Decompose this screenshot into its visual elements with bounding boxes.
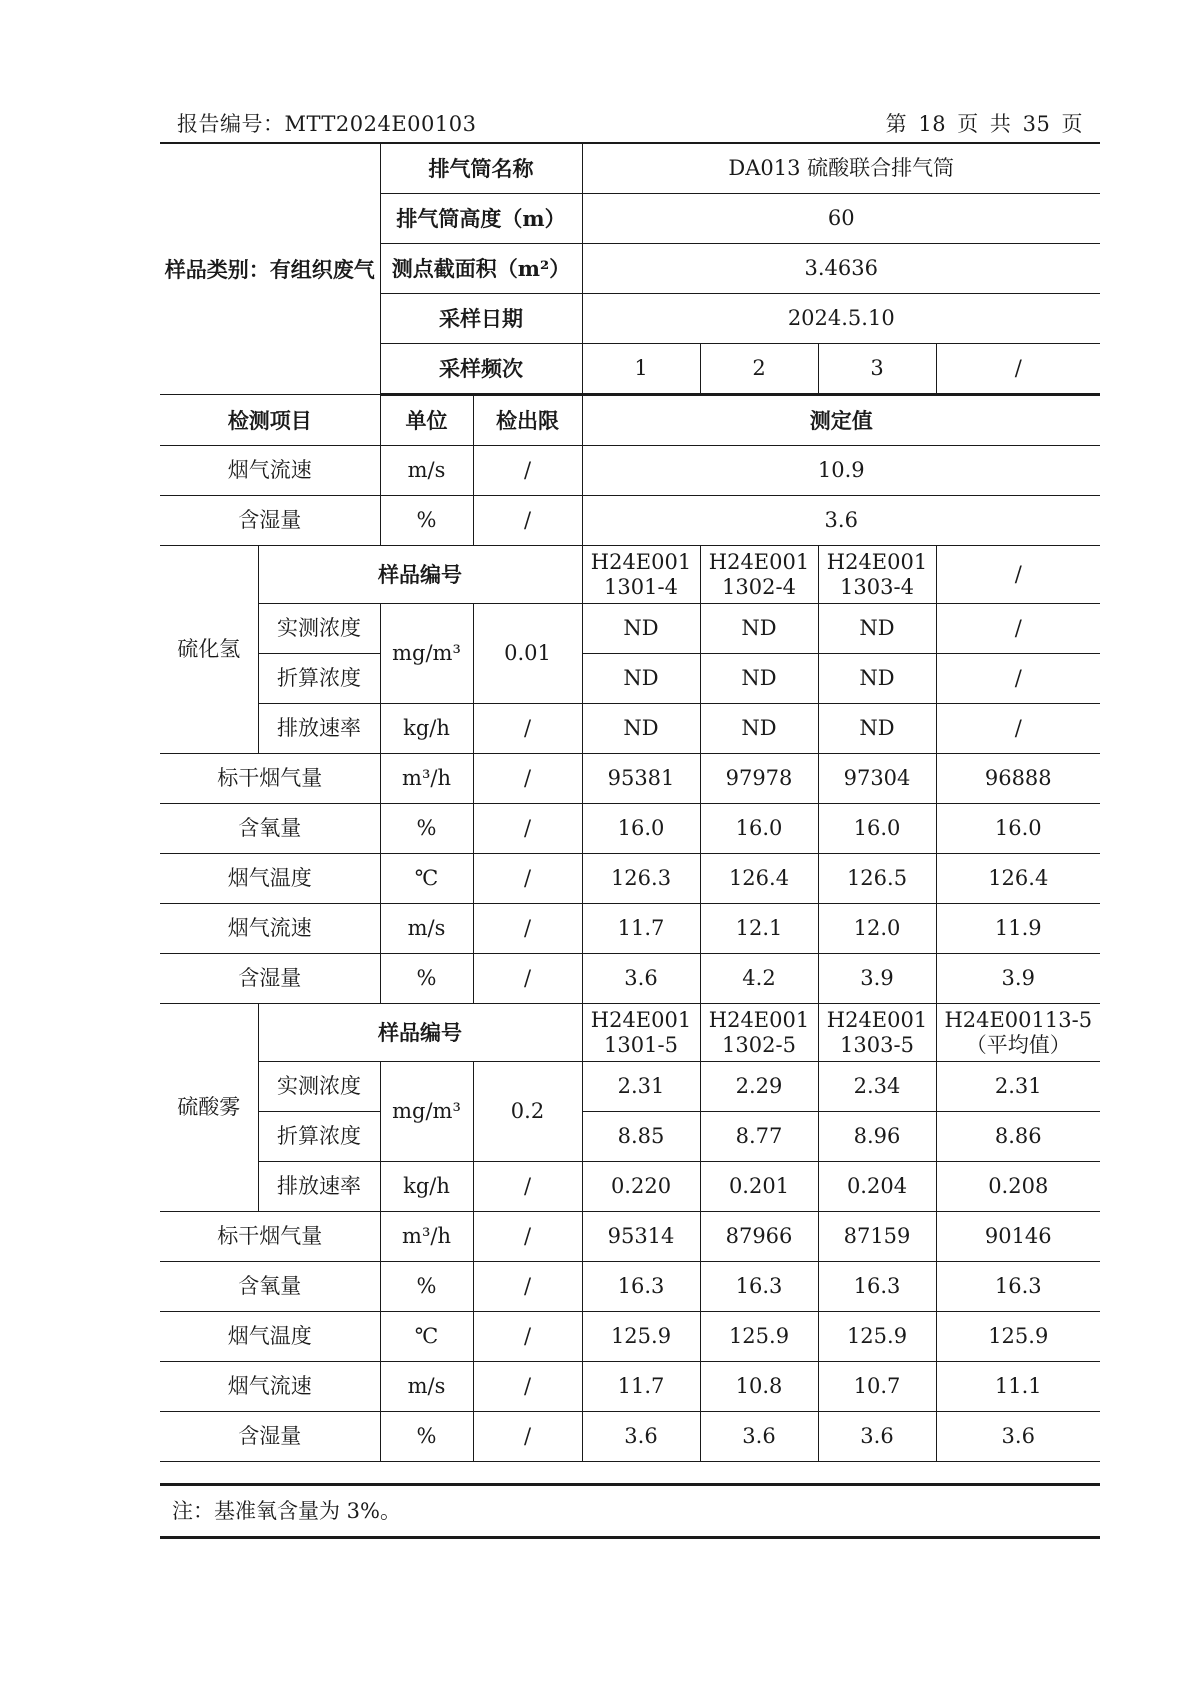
table-row bbox=[160, 954, 1100, 1004]
measure-label: 折算浓度 bbox=[258, 1112, 380, 1162]
area-value: 3.4636 bbox=[582, 244, 1100, 294]
limit-cell: / bbox=[473, 1212, 582, 1262]
measure-label: 排放速率 bbox=[258, 1162, 380, 1212]
frequency-label: 采样频次 bbox=[380, 344, 582, 395]
pollutant-name: 硫化氢 bbox=[160, 546, 258, 754]
report-table-body bbox=[160, 144, 1100, 1462]
value-cell: 95314 bbox=[582, 1212, 700, 1262]
value-cell: 90146 bbox=[936, 1212, 1100, 1262]
footnote: 注：基准氧含量为 3%。 bbox=[172, 1499, 401, 1523]
col-header-value: 测定值 bbox=[582, 395, 1100, 446]
unit-cell: % bbox=[380, 954, 473, 1004]
sample-id-line: H24E001 bbox=[708, 1007, 810, 1032]
limit-cell: / bbox=[473, 854, 582, 904]
sample-id-line: H24E001 bbox=[708, 549, 810, 574]
sample-id bbox=[936, 1004, 1100, 1062]
unit-cell: kg/h bbox=[380, 704, 473, 754]
sample-id bbox=[936, 546, 1100, 604]
value-cell: 10.7 bbox=[818, 1362, 936, 1412]
unit-cell: kg/h bbox=[380, 1162, 473, 1212]
table-bottom-rule bbox=[160, 1483, 1100, 1486]
value-cell: 126.5 bbox=[818, 854, 936, 904]
unit-cell: ℃ bbox=[380, 854, 473, 904]
table-row bbox=[160, 704, 1100, 754]
value-cell: 16.0 bbox=[936, 804, 1100, 854]
value-cell: 97304 bbox=[818, 754, 936, 804]
sample-no-label: 样品编号 bbox=[258, 546, 582, 604]
table-row bbox=[160, 1004, 1100, 1062]
value-cell: 2.31 bbox=[936, 1062, 1100, 1112]
value-cell: 16.3 bbox=[936, 1262, 1100, 1312]
area-label: 测点截面积（m²） bbox=[380, 244, 582, 294]
value-cell: 16.0 bbox=[700, 804, 818, 854]
item-label: 标干烟气量 bbox=[160, 754, 380, 804]
value-cell: 2.34 bbox=[818, 1062, 936, 1112]
item-label: 烟气温度 bbox=[160, 1312, 380, 1362]
value-cell: ND bbox=[582, 704, 700, 754]
value-cell: ND bbox=[700, 604, 818, 654]
value-cell: 16.0 bbox=[818, 804, 936, 854]
limit-cell: / bbox=[473, 1162, 582, 1212]
measure-label: 折算浓度 bbox=[258, 654, 380, 704]
limit-cell: / bbox=[473, 446, 582, 496]
page-number: 第 18 页 共 35 页 bbox=[885, 112, 1083, 136]
unit-cell: % bbox=[380, 804, 473, 854]
limit-cell: 0.01 bbox=[473, 604, 582, 704]
report-number: 报告编号：MTT2024E00103 bbox=[177, 112, 477, 136]
limit-cell: / bbox=[473, 1312, 582, 1362]
value-cell: ND bbox=[818, 704, 936, 754]
sample-id bbox=[818, 1004, 936, 1062]
item-label: 烟气流速 bbox=[160, 904, 380, 954]
sample-id-line: H24E00113-5 bbox=[944, 1007, 1093, 1032]
value-cell: 0.208 bbox=[936, 1162, 1100, 1212]
value-cell: 12.0 bbox=[818, 904, 936, 954]
table-row bbox=[160, 546, 1100, 604]
value-cell: ND bbox=[582, 654, 700, 704]
value-cell: / bbox=[936, 704, 1100, 754]
value-cell: 125.9 bbox=[700, 1312, 818, 1362]
stack-name-label: 排气筒名称 bbox=[380, 144, 582, 194]
sample-id-line: 1301-5 bbox=[604, 1032, 678, 1057]
value-cell: 10.9 bbox=[582, 446, 1100, 496]
sample-id-line: 1303-4 bbox=[840, 574, 914, 599]
limit-cell: / bbox=[473, 904, 582, 954]
unit-cell: m/s bbox=[380, 904, 473, 954]
value-cell: 11.1 bbox=[936, 1362, 1100, 1412]
table-row bbox=[160, 496, 1100, 546]
limit-cell: / bbox=[473, 1362, 582, 1412]
table-row bbox=[160, 1412, 1100, 1462]
table-row bbox=[160, 1112, 1100, 1162]
sample-id bbox=[700, 546, 818, 604]
value-cell: ND bbox=[700, 654, 818, 704]
value-cell: 3.6 bbox=[582, 1412, 700, 1462]
sample-id-line: H24E001 bbox=[826, 549, 928, 574]
sample-id bbox=[582, 1004, 700, 1062]
value-cell: 8.96 bbox=[818, 1112, 936, 1162]
item-label: 含氧量 bbox=[160, 804, 380, 854]
measure-label: 实测浓度 bbox=[258, 604, 380, 654]
value-cell: 8.85 bbox=[582, 1112, 700, 1162]
date-label: 采样日期 bbox=[380, 294, 582, 344]
value-cell: 16.3 bbox=[700, 1262, 818, 1312]
stack-height-value: 60 bbox=[582, 194, 1100, 244]
limit-cell: / bbox=[473, 496, 582, 546]
value-cell: 16.0 bbox=[582, 804, 700, 854]
sample-id-line: H24E001 bbox=[590, 1007, 692, 1032]
item-label: 含湿量 bbox=[160, 1412, 380, 1462]
value-cell: 125.9 bbox=[936, 1312, 1100, 1362]
item-label: 含氧量 bbox=[160, 1262, 380, 1312]
table-row bbox=[160, 904, 1100, 954]
limit-cell: / bbox=[473, 804, 582, 854]
table-row bbox=[160, 804, 1100, 854]
frequency-value: 1 bbox=[582, 344, 700, 395]
unit-cell: % bbox=[380, 1412, 473, 1462]
pollutant-name: 硫酸雾 bbox=[160, 1004, 258, 1212]
value-cell: 8.77 bbox=[700, 1112, 818, 1162]
date-value: 2024.5.10 bbox=[582, 294, 1100, 344]
value-cell: 95381 bbox=[582, 754, 700, 804]
value-cell: 11.7 bbox=[582, 1362, 700, 1412]
value-cell: 126.4 bbox=[700, 854, 818, 904]
item-label: 含湿量 bbox=[160, 496, 380, 546]
value-cell: 87159 bbox=[818, 1212, 936, 1262]
measure-label: 实测浓度 bbox=[258, 1062, 380, 1112]
value-cell: 8.86 bbox=[936, 1112, 1100, 1162]
unit-cell: mg/m³ bbox=[380, 604, 473, 704]
table-row bbox=[160, 446, 1100, 496]
col-header-unit: 单位 bbox=[380, 395, 473, 446]
unit-cell: m/s bbox=[380, 1362, 473, 1412]
sample-id bbox=[700, 1004, 818, 1062]
value-cell: 2.29 bbox=[700, 1062, 818, 1112]
value-cell: 3.9 bbox=[936, 954, 1100, 1004]
frequency-value: / bbox=[936, 344, 1100, 395]
table-row bbox=[160, 1262, 1100, 1312]
sample-no-label: 样品编号 bbox=[258, 1004, 582, 1062]
col-header-item: 检测项目 bbox=[160, 395, 380, 446]
unit-cell: m³/h bbox=[380, 754, 473, 804]
value-cell: 2.31 bbox=[582, 1062, 700, 1112]
item-label: 烟气流速 bbox=[160, 1362, 380, 1412]
table-row bbox=[160, 654, 1100, 704]
table-row bbox=[160, 1312, 1100, 1362]
value-cell: 16.3 bbox=[818, 1262, 936, 1312]
measure-label: 排放速率 bbox=[258, 704, 380, 754]
limit-cell: 0.2 bbox=[473, 1062, 582, 1162]
value-cell: 125.9 bbox=[582, 1312, 700, 1362]
sample-id-line: （平均值） bbox=[965, 1032, 1071, 1057]
table-row bbox=[160, 1362, 1100, 1412]
table-row bbox=[160, 1162, 1100, 1212]
value-cell: ND bbox=[818, 604, 936, 654]
col-header-limit: 检出限 bbox=[473, 395, 582, 446]
frequency-value: 2 bbox=[700, 344, 818, 395]
value-cell: 3.6 bbox=[582, 954, 700, 1004]
value-cell: 10.8 bbox=[700, 1362, 818, 1412]
value-cell: 3.6 bbox=[936, 1412, 1100, 1462]
unit-cell: m/s bbox=[380, 446, 473, 496]
limit-cell: / bbox=[473, 1412, 582, 1462]
value-cell: 125.9 bbox=[818, 1312, 936, 1362]
value-cell: 97978 bbox=[700, 754, 818, 804]
table-row bbox=[160, 754, 1100, 804]
sample-id-line: 1301-4 bbox=[604, 574, 678, 599]
value-cell: 126.4 bbox=[936, 854, 1100, 904]
limit-cell: / bbox=[473, 754, 582, 804]
table-row bbox=[160, 144, 1100, 194]
sample-id bbox=[582, 546, 700, 604]
table-row bbox=[160, 395, 1100, 446]
sample-id-line: 1302-5 bbox=[722, 1032, 796, 1057]
value-cell: 0.201 bbox=[700, 1162, 818, 1212]
limit-cell: / bbox=[473, 954, 582, 1004]
stack-height-label: 排气筒高度（m） bbox=[380, 194, 582, 244]
value-cell: 12.1 bbox=[700, 904, 818, 954]
stack-name-value: DA013 硫酸联合排气筒 bbox=[582, 144, 1100, 194]
limit-cell: / bbox=[473, 1262, 582, 1312]
unit-cell: ℃ bbox=[380, 1312, 473, 1362]
sample-id-line: / bbox=[1014, 562, 1022, 586]
sample-id-line: 1302-4 bbox=[722, 574, 796, 599]
frequency-value: 3 bbox=[818, 344, 936, 395]
item-label: 标干烟气量 bbox=[160, 1212, 380, 1262]
unit-cell: % bbox=[380, 496, 473, 546]
sample-id-line: 1303-5 bbox=[840, 1032, 914, 1057]
value-cell: 0.204 bbox=[818, 1162, 936, 1212]
value-cell: 3.6 bbox=[818, 1412, 936, 1462]
value-cell: ND bbox=[582, 604, 700, 654]
value-cell: 11.7 bbox=[582, 904, 700, 954]
value-cell: / bbox=[936, 604, 1100, 654]
value-cell: ND bbox=[700, 704, 818, 754]
table-row bbox=[160, 854, 1100, 904]
value-cell: 4.2 bbox=[700, 954, 818, 1004]
page-bottom-rule bbox=[160, 1536, 1100, 1539]
value-cell: ND bbox=[818, 654, 936, 704]
unit-cell: m³/h bbox=[380, 1212, 473, 1262]
value-cell: 3.6 bbox=[700, 1412, 818, 1462]
limit-cell: / bbox=[473, 704, 582, 754]
sample-id-line: H24E001 bbox=[590, 549, 692, 574]
item-label: 烟气温度 bbox=[160, 854, 380, 904]
value-cell: 0.220 bbox=[582, 1162, 700, 1212]
table-row bbox=[160, 604, 1100, 654]
table-row bbox=[160, 1212, 1100, 1262]
item-label: 含湿量 bbox=[160, 954, 380, 1004]
value-cell: / bbox=[936, 654, 1100, 704]
value-cell: 3.9 bbox=[818, 954, 936, 1004]
value-cell: 3.6 bbox=[582, 496, 1100, 546]
sample-id-line: H24E001 bbox=[826, 1007, 928, 1032]
sample-category: 样品类别：有组织废气 bbox=[160, 144, 380, 395]
emission-report-table bbox=[160, 144, 1100, 1462]
sample-id bbox=[818, 546, 936, 604]
value-cell: 87966 bbox=[700, 1212, 818, 1262]
value-cell: 126.3 bbox=[582, 854, 700, 904]
value-cell: 11.9 bbox=[936, 904, 1100, 954]
item-label: 烟气流速 bbox=[160, 446, 380, 496]
unit-cell: mg/m³ bbox=[380, 1062, 473, 1162]
unit-cell: % bbox=[380, 1262, 473, 1312]
value-cell: 16.3 bbox=[582, 1262, 700, 1312]
table-row bbox=[160, 1062, 1100, 1112]
value-cell: 96888 bbox=[936, 754, 1100, 804]
